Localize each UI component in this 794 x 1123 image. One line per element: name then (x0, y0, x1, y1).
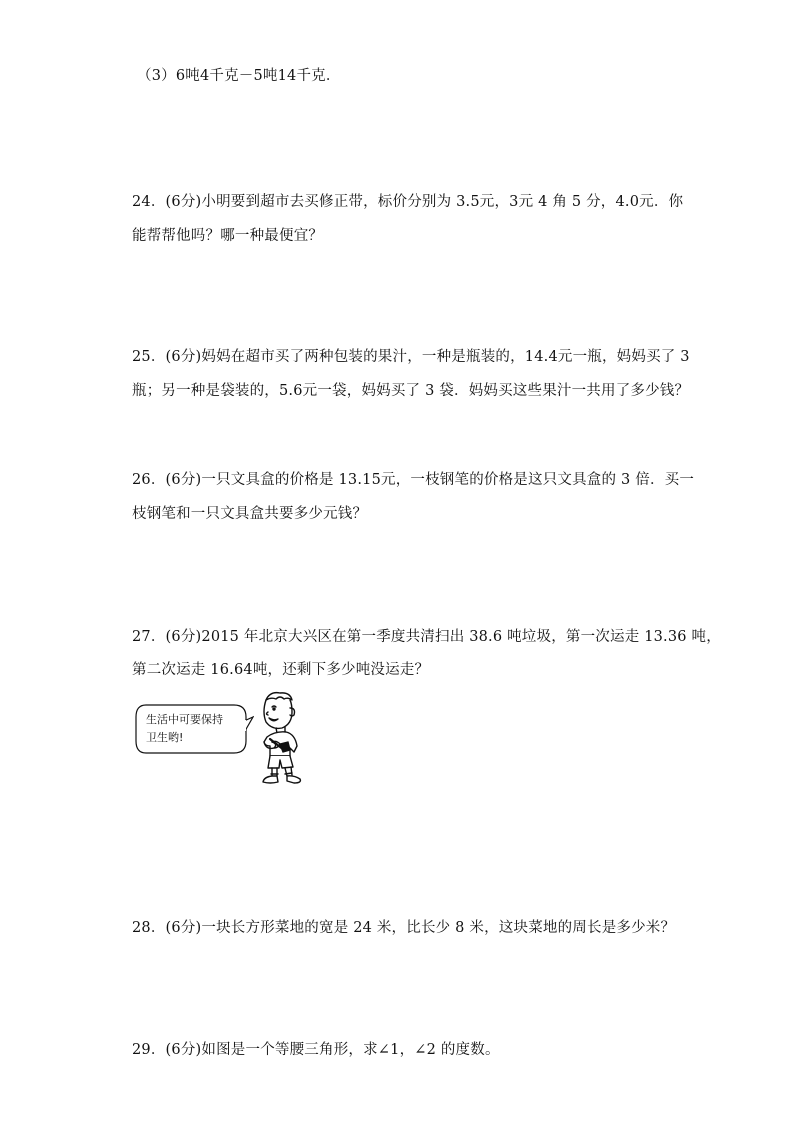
problem-26-line-1: 26．(6分)一只文具盒的价格是 13.15元，一枝钢笔的价格是这只文具盒的 3 倍．买一 (132, 472, 695, 488)
problem-24-line-2: 能帮帮他吗？哪一种最便宜？ (132, 228, 324, 244)
problem-25-line-1: 25．(6分)妈妈在超市买了两种包装的果汁，一种是瓶装的，14.4元一瓶，妈妈买了 3 (132, 349, 690, 365)
problem-25-line-2: 瓶；另一种是袋装的，5.6元一袋，妈妈买了 3 袋．妈妈买这些果汁一共用了多少钱？ (132, 383, 690, 399)
boy-holding-broom-icon (250, 690, 310, 792)
speech-bubble-line-1: 生活中可要保持 (146, 713, 223, 726)
problem-3-line: （3）6吨4千克－5吨14千克． (137, 68, 341, 84)
problem-27-line-1: 27．(6分)2015 年北京大兴区在第一季度共清扫出 38.6 吨垃圾，第一次运走 13.36 吨， (132, 629, 721, 645)
problem-28-line: 28．(6分)一块长方形菜地的宽是 24 米，比长少 8 米，这块菜地的周长是多少米？ (132, 920, 676, 936)
speech-bubble (134, 703, 250, 753)
speech-bubble-text (146, 711, 238, 747)
problem-29-line: 29．(6分)如图是一个等腰三角形，求∠1，∠2 的度数。 (132, 1042, 500, 1058)
problem-27-line-2: 第二次运走 16.64吨，还剩下多少吨没运走？ (132, 662, 430, 678)
problem-24-line-1: 24．(6分)小明要到超市去买修正带，标价分别为 3.5元，3元 4 角 5 分，4.0元．你 (132, 194, 684, 210)
speech-bubble-line-2: 卫生哟! (146, 731, 184, 744)
problem-26-line-2: 枝钢笔和一只文具盒共要多少元钱？ (132, 506, 368, 522)
